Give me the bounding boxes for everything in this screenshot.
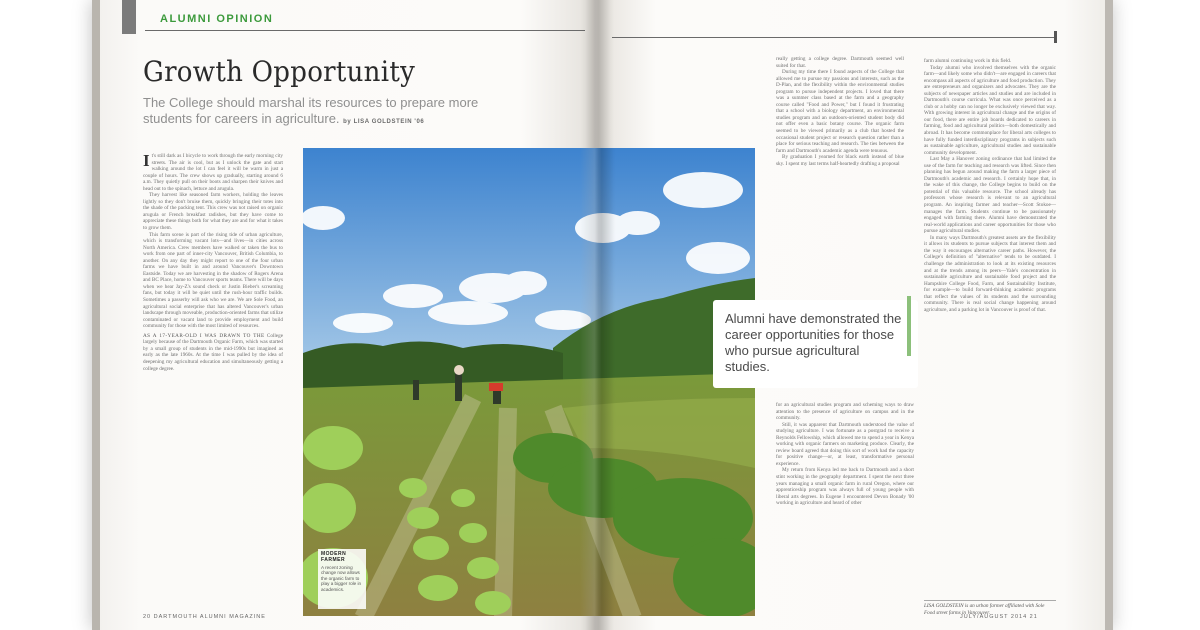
- left-page-edge: [92, 0, 100, 630]
- paragraph: By graduation I yearned for black earth instead of blue sky. I spent my last terms half-heartedly drafting a proposal: [776, 154, 904, 167]
- section-lead: AS A 17-YEAR-OLD I WAS DRAWN TO THE: [143, 332, 265, 339]
- header-rule-left: [145, 30, 585, 31]
- author-bio: LISA GOLDSTEIN is an urban farmer affiliated with Sole Food street farms in Vancouver.: [924, 600, 1056, 616]
- pull-quote-text: Alumni have demonstrated the career opportunities for those who pursue agricultural studies.: [725, 311, 902, 374]
- byline: by LISA GOLDSTEIN '06: [343, 119, 425, 125]
- paragraph: Today alumni who involved themselves with the organic farm—and likely some who didn't—are engaged in careers that encompass all aspects of agriculture and food production. They are entrepreneurs and organizers and advocates. They are the subjects of newspaper articles and studies and are included in Dartmouth's course curricula. What was once perceived as a club or a hobby can no longer be exclusively viewed that way. With growing interest in agricultural change and the origins of our food, there are entire job boards dedicated to careers in farming, food and agricultural politics—both domestically and abroad. It has become commonplace for liberal arts colleges to have fully funded interdisciplinary programs in subjects such as sustainable agriculture, agricultural studies and sustainable community development.: [924, 64, 1056, 156]
- paragraph: During my time there I found aspects of the College that allowed me to pursue my passions and interests, such as the D-Plan, and the flexibility within the environmental studies program to pursue independent projects. I loved that there was a summer class based at the farm and a geography course called "Food and Power," but I found it frustrating that a school with a biology department, an environmental studies program and an outdoors-oriented student body did not offer even a basic botany course. The organic farm seemed to be viewed primarily as a club that hosted the occasional student project or research question rather than a place for serious teaching and research. The ties between the farm and Dartmouth's academic agenda were tenuous.: [776, 69, 904, 154]
- photo-caption: [318, 549, 366, 609]
- folio-right: JULY/AUGUST 2014 21: [960, 614, 1038, 620]
- paragraph: for an agricultural studies program and scheming ways to draw attention to the presence of agriculture on campus and in the community.: [776, 402, 914, 422]
- farm-photo-illustration: [303, 148, 755, 616]
- paragraph: My return from Kenya led me back to Dartmouth and a short stint working in the geography department. I spent the next three years managing a small organic farm in rural Oregon, where our apprenticeship program was always full of young people with liberal arts degrees. In Eugene I encountered Devon Bonady '00 working in agriculture and heard of other: [776, 467, 914, 507]
- farm-photo: [303, 148, 755, 616]
- paragraph: Last May a Hanover zoning ordinance that had limited the use of the farm for teaching and research was lifted. Since then planning has begun around making the farm a larger piece of Dartmouth's academic and research. I certainly hope that, in the wake of this change, the College begins to build on the potential of this valuable resource. The school already has professors whose research is relevant to an agricultural program. An inspiring farmer and teacher—Scott Stokoe—manages the farm. Students continue to be passionately engaged with farming there. Alumni have demonstrated the real-world applications and career opportunities for those who pursue agricultural studies.: [924, 156, 1056, 235]
- paragraph: They harvest like seasoned farm workers, holding the leaves lightly so they don't bruise them, quickly bringing their totes into the shade of the packing tent. This crew was not raised on organic arugula or French breakfast radishes, but they have come to appreciate these things both for what they are and for what it takes to grow them.: [143, 192, 283, 232]
- pull-quote-accent-bar: [907, 296, 911, 356]
- article-deck: [143, 95, 503, 130]
- article-title: Growth Opportunity: [143, 55, 416, 88]
- body-column-2: [776, 56, 904, 289]
- header-rule-cap: [1054, 31, 1057, 43]
- header-rule-right: [612, 37, 1057, 38]
- paragraph-text: College largely because of the Dartmouth Organic Farm, which was started by a small group of students in the mid-1990s but imagined as early as the late 1960s. At the time I was pulled by the idea of deepening my agricultural education and simultaneously getting a college degree.: [143, 332, 283, 372]
- paragraph: In many ways Dartmouth's greatest assets are the flexibility it allows its students to pursue subjects that interest them and the way it encourages alternative career paths. However, the College's definition of "alternative" tends to be outdated. I challenge the administration to look at its existing resources and at the trends among its peers—Yale's concentration in sustainable agriculture and sustainable food project and the Hampshire College Food, Farm, and Sustainability Institute, for example—to build forward-thinking academic programs that reflect the values of its students and the surrounding community. There is real social change happening around agriculture, and a parking lot in Vancouver is proof of that.: [924, 234, 1056, 313]
- paragraph: farm alumni continuing work in this field.: [924, 58, 1012, 64]
- section-side-tab: [122, 0, 136, 34]
- drop-cap: I: [143, 153, 150, 170]
- deck-text: The College should marshal its resources to prepare more students for careers in agriculture.: [143, 95, 479, 126]
- pull-quote: [713, 300, 918, 388]
- folio-left: 20 DARTMOUTH ALUMNI MAGAZINE: [143, 614, 266, 620]
- paragraph: This farm scene is part of the rising tide of urban agriculture, which is transforming vacant lots—and lives—in cities across North America. Crew members have walked or taken the bus to work from one part of inner-city Vancouver, British Columbia, to another. On any day they might report to one of the four urban farms we have built in and around Vancouver's Downtown Eastside. Today we are harvesting in the shadow of Rogers Arena and BC Place, home to Vancouver sports teams. There will be days when we hear Jay-Z's sound check or Justin Bieber's screaming fans, but today it will be quiet until the rush-hour traffic builds. Sometimes a passerby will ask who we are. We are Sole Food, an agricultural social enterprise that has altered Vancouver's urban landscape through moveable, production-oriented farms that utilize contaminated or vacant land to provide employment and build community for those with the most limited of resources.: [143, 231, 283, 330]
- spine-shadow: [580, 0, 614, 630]
- paragraph-text: t's still dark as I bicycle to work through the early morning city streets. The air is cool, but as I unlock the gate and start walking around the lot I can feel it will be warm in just a couple of hours. The crew shows up gradually, starting around 6 a.m. They quietly pull on their boots and sharpen their knives and head out to the spinach, lettuce and arugula.: [143, 153, 283, 192]
- paragraph: Still, it was apparent that Dartmouth understood the value of studying agriculture. I was fortunate as a postgrad to receive a Reynolds Fellowship, which allowed me to spend a year in Kenya working with organic farmers on marketing produce. Clearly, the review board agreed that doing this sort of work had the capacity for positive change—or, at least, transformative personal experience.: [776, 421, 914, 467]
- paragraph: really getting a college degree. Dartmouth seemed well suited for that.: [776, 56, 904, 69]
- paragraph: [143, 333, 283, 372]
- right-page-edge: [1105, 0, 1113, 630]
- body-column-1: [143, 153, 283, 615]
- body-column-3: [776, 402, 914, 616]
- paragraph: [143, 153, 283, 192]
- caption-heading: MODERN FARMER: [321, 551, 347, 563]
- caption-text: A recent zoning change now allows the organic farm to play a bigger role in academics.: [321, 565, 362, 592]
- body-column-4: [924, 58, 1056, 598]
- section-label: ALUMNI OPINION: [160, 13, 274, 25]
